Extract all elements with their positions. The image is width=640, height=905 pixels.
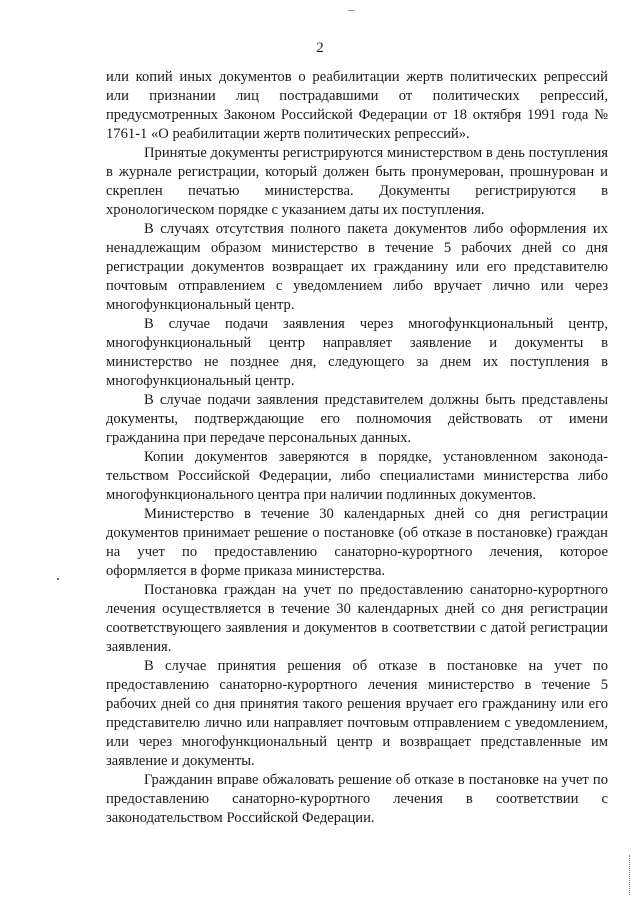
paragraph-4: В случае подачи заявления через многофункциональный центр, многофункциональный центр направляет заявление и документы в министерство не позднее дня, следующего за днем их поступления в многофункциональный центр.: [106, 316, 608, 389]
paragraph-6: Копии документов заверяются в порядке, установленном законода-тельством Российской Федерации, либо специалистами министерства либо многофункционального центра при наличии подлинных документов.: [106, 449, 608, 503]
paragraph-10: Гражданин вправе обжаловать решение об отказе в постановке на учет по предоставлению санаторно-курортного лечения в соответствии с законодательством Российской Федерации.: [106, 772, 608, 826]
scan-speck: [57, 578, 59, 580]
paragraph-1: или копий иных документов о реабилитации жертв политических репрессий или признании лиц пострадавшими от политических репрессий, предусмотренных Законом Российской Федерации от 18 октября 1991 года № 1761-1 «О реабилитации жертв политических репрессий».: [106, 69, 608, 142]
paragraph-5: В случае подачи заявления представителем должны быть представлены документы, подтверждающие его полномочия действовать от имени гражданина при передаче персональных данных.: [106, 392, 608, 446]
paragraph-9: В случае принятия решения об отказе в постановке на учет по предоставлению санаторно-курортного лечения министерство в течение 5 рабочих дней со дня принятия такого решения вручает его гражданину или его представителю лично или направляет почтовым отправлением с уведомлением, или через многофункциональный центр и возвращает представленные им заявление и документы.: [106, 658, 608, 769]
scan-edge-marks: [629, 855, 632, 895]
scan-speck-top: [348, 10, 354, 11]
page-number: 2: [316, 40, 324, 56]
paragraph-8: Постановка граждан на учет по предоставлению санаторно-курортного лечения осуществляется в течение 30 календарных дней со дня регистрации соответствующего заявления и документов в соответствии с датой регистрации заявления.: [106, 582, 608, 655]
paragraph-3: В случаях отсутствия полного пакета документов либо оформления их ненадлежащим образом министерство в течение 5 рабочих дней со дня регистрации документов возвращает их гражданину или его представителю почтовым отправлением с уведомлением либо вручает лично или через многофункциональный центр.: [106, 221, 608, 313]
paragraph-2: Принятые документы регистрируются министерством в день поступления в журнале регистрации, который должен быть пронумерован, прошнурован и скреплен печатью министерства. Документы регистрируются в хронологическом порядке с указанием даты их поступления.: [106, 145, 608, 218]
document-body: [106, 68, 608, 828]
paragraph-7: Министерство в течение 30 календарных дней со дня регистрации документов принимает решение о постановке (об отказе в постановке) граждан на учет по предоставлению санаторно-курортного лечения, которое оформляется в форме приказа министерства.: [106, 506, 608, 579]
